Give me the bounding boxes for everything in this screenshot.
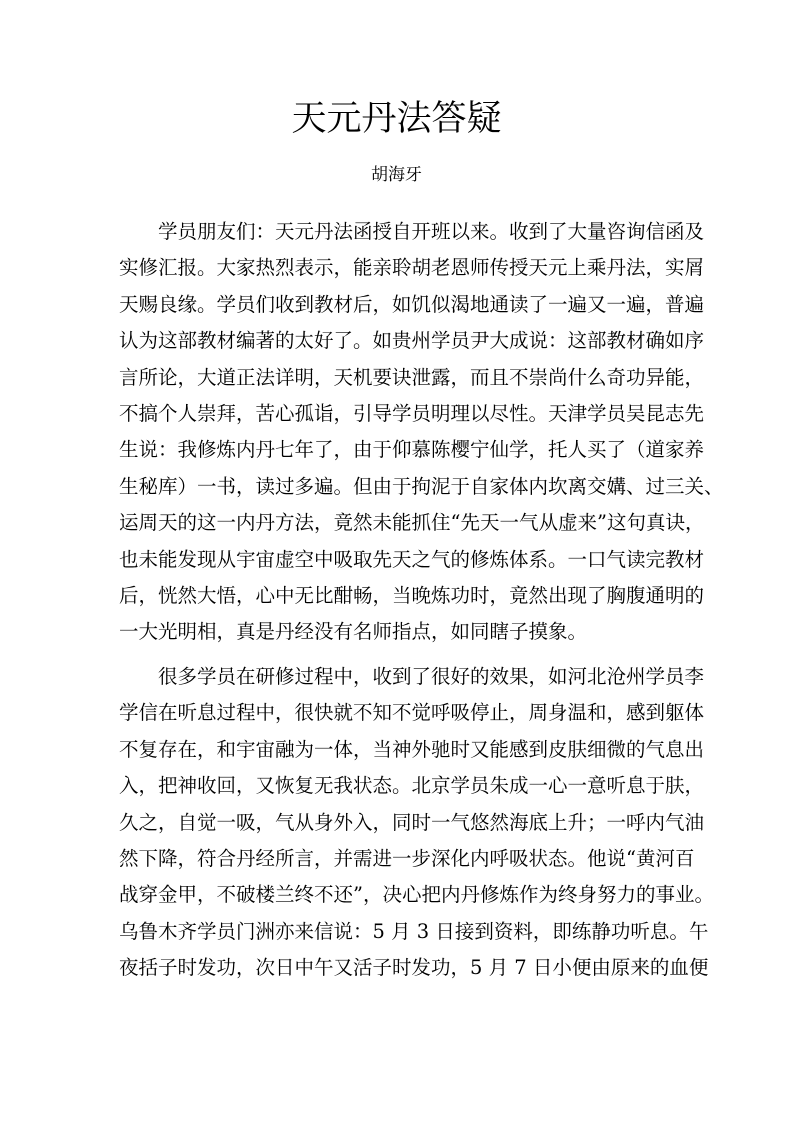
document-title: 天元丹法答疑 [291, 99, 502, 139]
text-line: 学信在听息过程中，很快就不知不觉呼吸停止，周身温和，感到躯体 [119, 701, 705, 725]
text-line: 乌鲁木齐学员门洲亦来信说：5 月 3 日接到资料，即练静功听息。午 [119, 919, 709, 943]
text-line: 生秘库）一书，读过多遍。但由于拘泥于自家体内坎离交媾、过三关、 [119, 474, 724, 498]
text-line: 认为这部教材编著的太好了。如贵州学员尹大成说：这部教材确如序 [119, 329, 705, 353]
text-line: 学员朋友们：天元丹法函授自开班以来。收到了大量咨询信函及 [158, 220, 705, 243]
text-line: 一大光明相，真是丹经没有名师指点，如同瞎子摸象。 [119, 620, 588, 644]
text-line: 天赐良缘。学员们收到教材后，如饥似渴地通读了一遍又一遍，普遍 [119, 292, 705, 316]
text-line: 运周天的这一内丹方法，竟然未能抓住“先天一气从虚来”这句真诀， [119, 511, 705, 535]
text-line: 生说：我修炼内丹七年了，由于仰慕陈樱宁仙学，托人买了（道家养 [119, 438, 705, 462]
text-line: 很多学员在研修过程中，收到了很好的效果，如河北沧州学员李 [158, 665, 705, 688]
paragraph-2 [119, 659, 714, 987]
text-line: 久之，自觉一吸，气从身外入，同时一气悠然海底上升；一呼内气油 [119, 810, 705, 834]
document-author: 胡海牙 [371, 165, 422, 185]
text-line: 夜括子时发功，次日中午又活子时发功，5 月 7 日小便由原来的血便 [119, 956, 709, 980]
text-line: 实修汇报。大家热烈表示，能亲聆胡老恩师传授天元上乘丹法，实屑 [119, 256, 705, 280]
text-line: 后，恍然大悟，心中无比酣畅，当晚炼功时，竟然出现了胸腹通明的 [119, 583, 705, 607]
text-line: 入，把神收回，又恢复无我状态。北京学员朱成一心一意听息于肤， [119, 774, 705, 798]
text-line: 战穿金甲，不破楼兰终不还”，决心把内丹修炼作为终身努力的事业。 [119, 883, 714, 907]
text-line: 言所论，大道正法详明，天机要诀泄露，而且不崇尚什么奇功异能， [119, 365, 705, 389]
text-line: 然下降，符合丹经所言，并需进一步深化内呼吸状态。他说“黄河百 [119, 846, 695, 870]
paragraph-1 [119, 214, 724, 651]
text-line: 不复存在，和宇宙融为一体，当神外驰时又能感到皮肤细微的气息出 [119, 737, 705, 761]
text-line: 不搞个人崇拜，苦心孤诣，引导学员明理以尽性。天津学员吴昆志先 [119, 401, 705, 425]
text-line: 也未能发现从宇宙虚空中吸取先天之气的修炼体系。一口气读完教材 [119, 547, 705, 571]
